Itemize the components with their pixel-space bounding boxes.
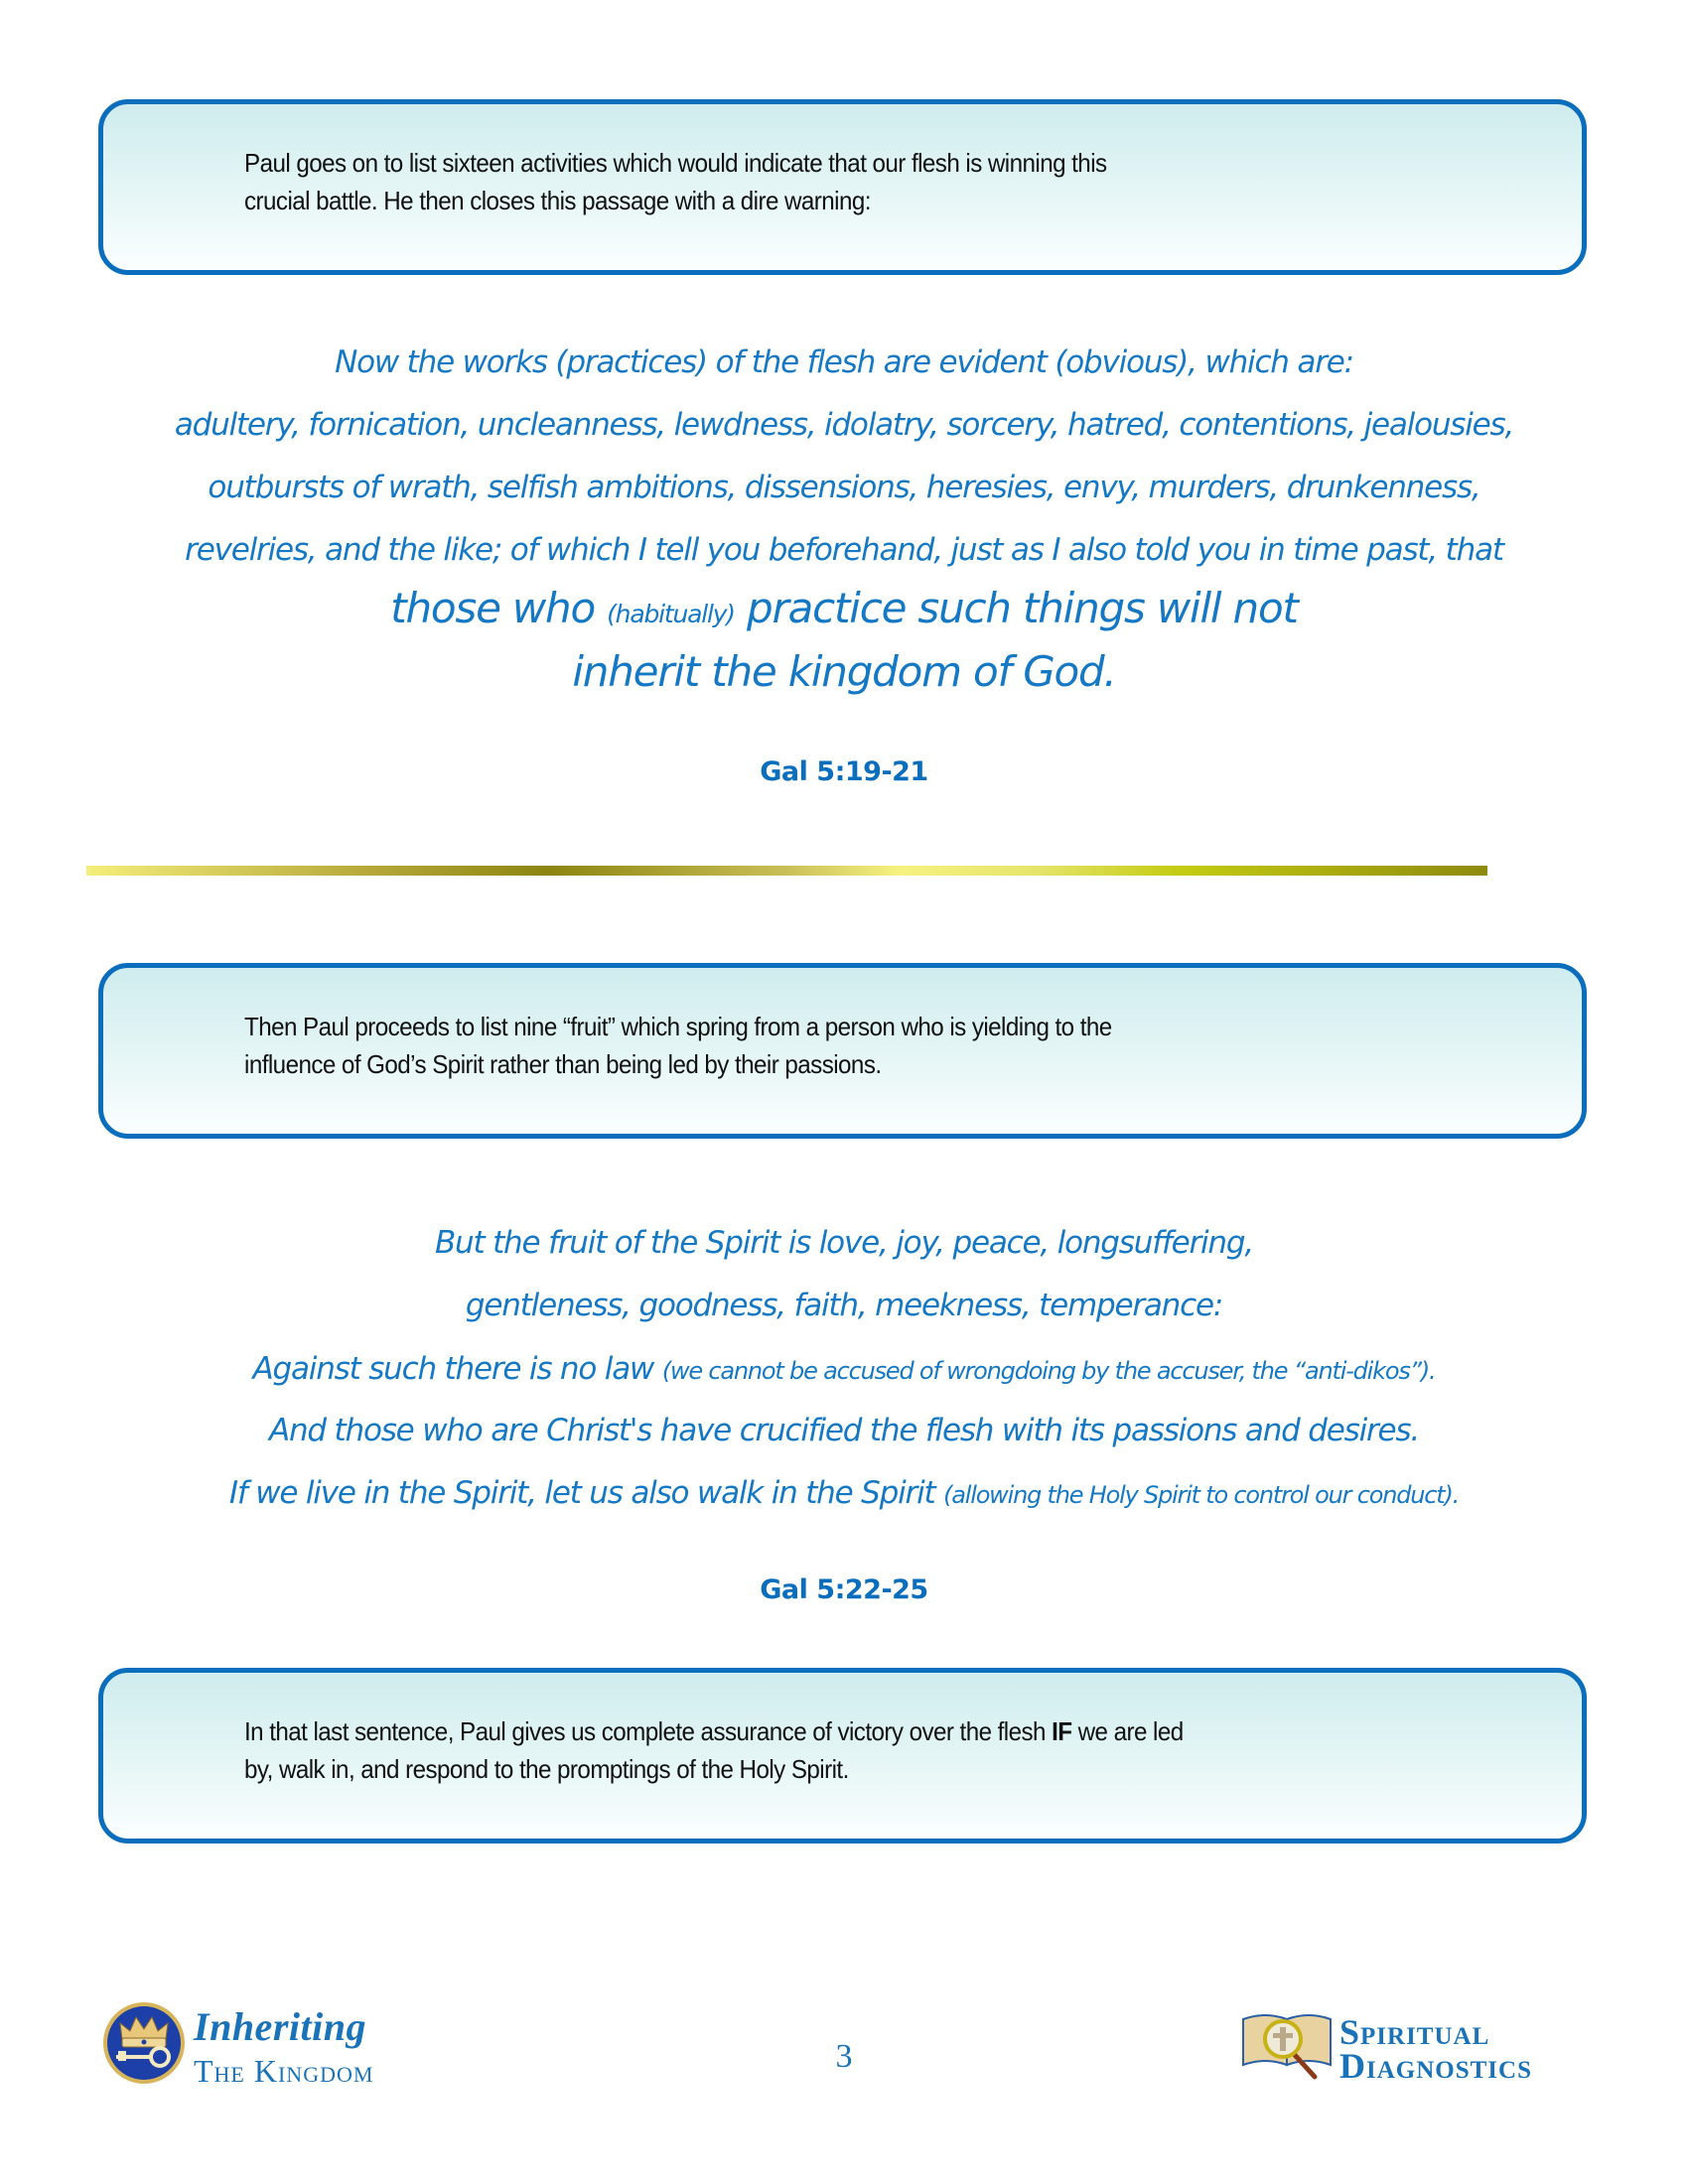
bible-magnifier-cross-icon (1237, 2007, 1336, 2081)
callout-line: by, walk in, and respond to the promptings of the Holy Spirit. (244, 1754, 849, 1784)
scripture-line: outbursts of wrath, selfish ambitions, dissensions, heresies, envy, murders, drunkenness, (208, 470, 1480, 505)
callout-line: crucial battle. He then closes this passage with a dire warning: (244, 186, 871, 215)
callout-bold-if: IF (1052, 1716, 1072, 1746)
scripture-reference: Gal 5:22-25 (760, 1574, 928, 1605)
scripture-line: And those who are Christ's have crucified the flesh with its passions and desires. (268, 1413, 1420, 1448)
scripture-text: If we live in the Spirit, let us also walk in the Spirit (228, 1475, 944, 1511)
scripture-line (0, 1475, 1688, 1511)
scripture-line: adultery, fornication, uncleanness, lewdness, idolatry, sorcery, hatred, contentions, jealousies, (174, 407, 1514, 443)
fruit-callout-box (98, 963, 1587, 1139)
scripture-line: gentleness, goodness, faith, meekness, temperance: (465, 1288, 1223, 1323)
scripture-note: (we cannot be accused of wrongdoing by the accuser, the “anti-dikos”). (661, 1357, 1436, 1385)
scripture-line (0, 1351, 1688, 1387)
callout-text-segment: In that last sentence, Paul gives us complete assurance of victory over the flesh (244, 1716, 1053, 1746)
emphasis-note: (habitually) (607, 600, 735, 628)
assurance-callout-box (98, 1668, 1587, 1843)
scripture-line: But the fruit of the Spirit is love, joy, peace, longsuffering, (434, 1225, 1254, 1261)
callout-text-segment: we are led (1071, 1716, 1184, 1746)
brand-diagnostics: Diagnostics (1339, 2046, 1532, 2086)
callout-line: Paul goes on to list sixteen activities which would indicate that our flesh is winning this (244, 148, 1107, 178)
page-number: 3 (835, 2038, 853, 2075)
gold-divider (86, 866, 1487, 876)
brand-the-kingdom: The Kingdom (194, 2053, 374, 2089)
callout-line: Then Paul proceeds to list nine “fruit” which spring from a person who is yielding to the (244, 1012, 1112, 1041)
emphasis-text: practice such things will not (734, 584, 1298, 632)
callout-line (244, 1712, 1399, 1750)
scripture-text: Against such there is no law (252, 1351, 662, 1387)
scripture-line: revelries, and the like; of which I tell you beforehand, just as I also told you in time past, that (185, 532, 1503, 568)
scripture-reference: Gal 5:19-21 (760, 756, 928, 787)
scripture-emphasis-line: inherit the kingdom of God. (572, 647, 1116, 696)
scripture-note: (allowing the Holy Spirit to control our conduct). (943, 1481, 1460, 1509)
scripture-line: Now the works (practices) of the flesh are evident (obvious), which are: (335, 344, 1353, 380)
intro-callout-text (244, 144, 1399, 219)
intro-callout-box (98, 99, 1587, 275)
scripture-emphasis-line (0, 584, 1688, 632)
fruit-callout-text (244, 1008, 1399, 1083)
assurance-callout-text (244, 1712, 1399, 1788)
callout-line: influence of God’s Spirit rather than being led by their passions. (244, 1049, 882, 1079)
brand-inheriting: Inheriting (194, 2004, 366, 2049)
emphasis-text: those who (390, 584, 608, 632)
brand-spiritual: Spiritual (1339, 2012, 1490, 2052)
